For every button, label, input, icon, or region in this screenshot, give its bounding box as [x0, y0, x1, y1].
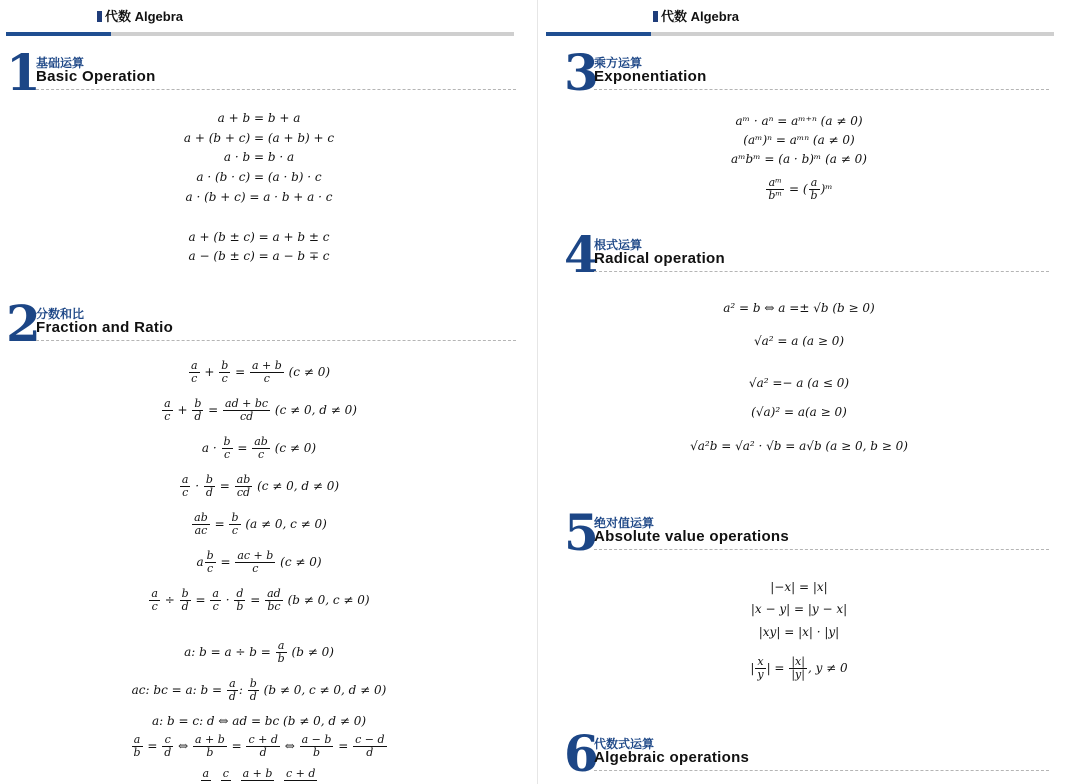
header-rule: [546, 32, 1054, 36]
formula: √a²b = √a² · √b = a√b (a ≥ 0, b ≥ 0): [690, 439, 908, 453]
section-title-zh: 绝对值运算: [594, 516, 655, 530]
section-title-en: Absolute value operations: [594, 528, 790, 545]
section-4-heading: [564, 225, 1058, 286]
section-title-zh: 根式运算: [594, 238, 643, 252]
formula: a + (b ± c) = a + b ± c: [188, 230, 330, 244]
column-divider: [537, 0, 538, 784]
section-title-en: Basic Operation: [36, 68, 156, 85]
formula: a · $\frac{b}{c}$ = $\frac{ab}{c}$ (c ≠ 0): [201, 435, 317, 461]
section-number: 6: [564, 724, 599, 783]
header-mark-icon: [653, 11, 658, 22]
formula: a · (b + c) = a · b + a · c: [185, 190, 333, 204]
formula: a − (b ± c) = a − b ∓ c: [188, 249, 330, 263]
section-number: 5: [564, 503, 599, 562]
section-title-en: Radical operation: [594, 250, 725, 267]
formula: $\frac{a}{c}$ · $\frac{b}{d}$ = $\frac{ab}{cd}$ (c ≠ 0, d ≠ 0): [181, 473, 340, 499]
formula: $\frac{ab}{ac}$ = $\frac{b}{c}$ (a ≠ 0, c ≠ 0): [194, 511, 327, 537]
formula: a + b = b + a: [217, 111, 301, 125]
formula: a · b = b · a: [223, 150, 295, 164]
section-3-heading: [564, 43, 1058, 104]
formula: √a² = a (a ≥ 0): [753, 334, 845, 348]
section-title-zh: 分数和比: [36, 307, 85, 321]
formula: ac: bc = a: b = $\frac{a}{d}$ : $\frac{b}{d}$ (b ≠ 0, c ≠ 0, d ≠ 0): [131, 677, 387, 703]
right-column: [540, 0, 1058, 784]
section-6-heading: [564, 724, 1058, 784]
formula: a $\frac{b}{c}$ = $\frac{ac + b}{c}$ (c ≠ 0): [196, 549, 322, 575]
formula: $\frac{a}{b}$ = $\frac{c}{d}$ ⇔ $\frac{a + b}{b}$ = $\frac{c + d}{d}$ ⇔ $\frac{a - b}{b}$ = $\frac{c - d}{d}$: [133, 733, 385, 759]
formula: $\frac{\text{aᵐ}}{\text{bᵐ}}$ = ( $\frac{a}{b}$ )ᵐ: [768, 176, 833, 202]
page-header: 代数 Algebra: [653, 6, 739, 25]
formula: aᵐbᵐ = (a · b)ᵐ (a ≠ 0): [731, 152, 867, 166]
formula: a + (b + c) = (a + b) + c: [183, 131, 335, 145]
header-rule: [6, 32, 514, 36]
section-title-en: Fraction and Ratio: [36, 319, 174, 336]
formula: √a² =− a (a ≤ 0): [748, 376, 850, 390]
section-2-heading: [6, 294, 518, 355]
left-column: [0, 0, 518, 784]
section-number: 1: [6, 43, 41, 102]
formula: a · (b · c) = (a · b) · c: [196, 170, 322, 184]
section-number: 4: [564, 225, 599, 284]
section-title-zh: 乘方运算: [594, 56, 643, 70]
formula: (√a)² = a(a ≥ 0): [751, 405, 847, 419]
formula: $\frac{a}{c}$ + $\frac{b}{c}$ = $\frac{a + b}{c}$ (c ≠ 0): [190, 359, 331, 385]
section-title-en: Exponentiation: [594, 68, 707, 85]
formula: aᵐ · aⁿ = aᵐ⁺ⁿ (a ≠ 0): [735, 114, 863, 128]
formula: | $\frac{x}{y}$ | = $\frac{|x|}{|y|}$ , y ≠ 0: [750, 655, 848, 681]
formula: (aᵐ)ⁿ = aᵐⁿ (a ≠ 0): [743, 133, 855, 147]
section-number: 2: [6, 294, 41, 353]
formula: |−x| = |x|: [770, 580, 828, 594]
section-title-zh: 基础运算: [36, 56, 85, 70]
section-title-zh: 代数式运算: [594, 737, 655, 751]
page-header: 代数 Algebra: [97, 6, 183, 25]
formula: a: b = a ÷ b = $\frac{a}{b}$ (b ≠ 0): [184, 639, 334, 665]
formula: $\frac{a}{c}$ ÷ $\frac{b}{d}$ = $\frac{a}{c}$ · $\frac{d}{b}$ = $\frac{ad}{bc}$ (b ≠ 0, c ≠ 0): [151, 587, 370, 613]
section-5-heading: [564, 503, 1058, 564]
formula: a: b = c: d ⇔ ad = bc (b ≠ 0, d ≠ 0): [151, 714, 367, 728]
formula: $\frac{a}{c}$ + $\frac{b}{d}$ = $\frac{ad + bc}{cd}$ (c ≠ 0, d ≠ 0): [164, 397, 357, 423]
formula: |x − y| = |y − x|: [750, 602, 848, 616]
section-title-en: Algebraic operations: [594, 749, 750, 766]
header-mark-icon: [97, 11, 102, 22]
formula: |xy| = |x| · |y|: [758, 625, 840, 639]
section-number: 3: [564, 43, 599, 102]
formula: a² = b ⇔ a =± √b (b ≥ 0): [723, 301, 875, 315]
section-1-heading: [6, 43, 518, 104]
formula-cutoff: a c a + b c + d: [202, 767, 316, 780]
